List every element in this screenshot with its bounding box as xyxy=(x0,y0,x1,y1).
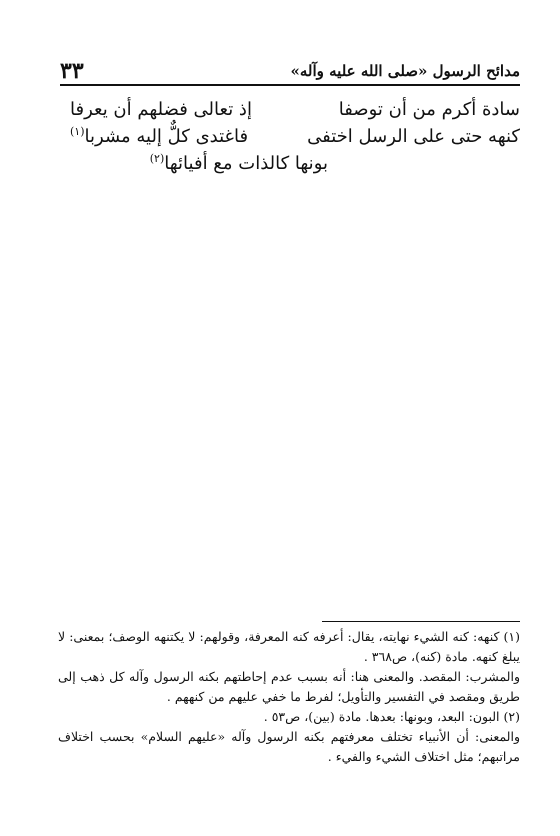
footnote-marker-1: (١) xyxy=(70,125,85,138)
verse-3-hemistich-text: بونها كالذات مع أفيائها xyxy=(164,153,328,174)
verse-3 xyxy=(70,150,520,177)
header-rule xyxy=(60,84,520,86)
verse-2-second-hemistich xyxy=(70,123,248,150)
poem xyxy=(70,96,520,177)
verse-2 xyxy=(70,123,520,150)
footnote-2-continued: والمعنى: أن الأنبياء تختلف معرفتهم بكنه الرسول وآله «عليهم السلام» بحسب اختلاف مراتبهم؛ مثل اختلاف الشيء والفيء . xyxy=(58,729,520,764)
footnote-1-continued: والمشرب: المقصد. والمعنى هنا: أنه بسبب عدم إحاطتهم بكنه الرسول وآله كل ذهب إلى طريق ومقصد في التفسير والتأويل؛ لفرط ما خفي عليهم من كنههم . xyxy=(58,669,520,704)
verse-2-first-hemistich: كنهه حتى على الرسل اختفى xyxy=(307,126,520,147)
footnote-marker-2: (٢) xyxy=(149,152,165,165)
verse-1-first-hemistich: سادة أكرم من أن توصفا xyxy=(338,99,520,120)
verse-3-hemistich xyxy=(150,150,328,177)
page-number: ٣٣ xyxy=(60,58,84,84)
verse-1 xyxy=(70,96,520,123)
footnote-rule xyxy=(322,621,520,622)
running-title: مدائح الرسول «صلى الله عليه وآله» xyxy=(290,62,520,80)
footnotes xyxy=(58,627,520,767)
page-header xyxy=(60,58,520,86)
footnote-2: (٢) البون: البعد، وبونها: بعدها. مادة (بين)، ص٥٣ . xyxy=(263,709,520,724)
footnote-1: (١) كنهه: كنه الشيء نهايته، يقال: أعرفه كنه المعرفة، وقولهم: لا يكتنهه الوصف؛ بمعنى: لا يبلغ كنهه. مادة (كنه)، ص٣٦٨ . xyxy=(58,629,520,664)
verse-2-second-hemistich-text: فاغتدى كلٌّ إليه مشربا xyxy=(84,126,249,147)
verse-1-second-hemistich: إذ تعالى فضلهم أن يعرفا xyxy=(70,99,252,120)
